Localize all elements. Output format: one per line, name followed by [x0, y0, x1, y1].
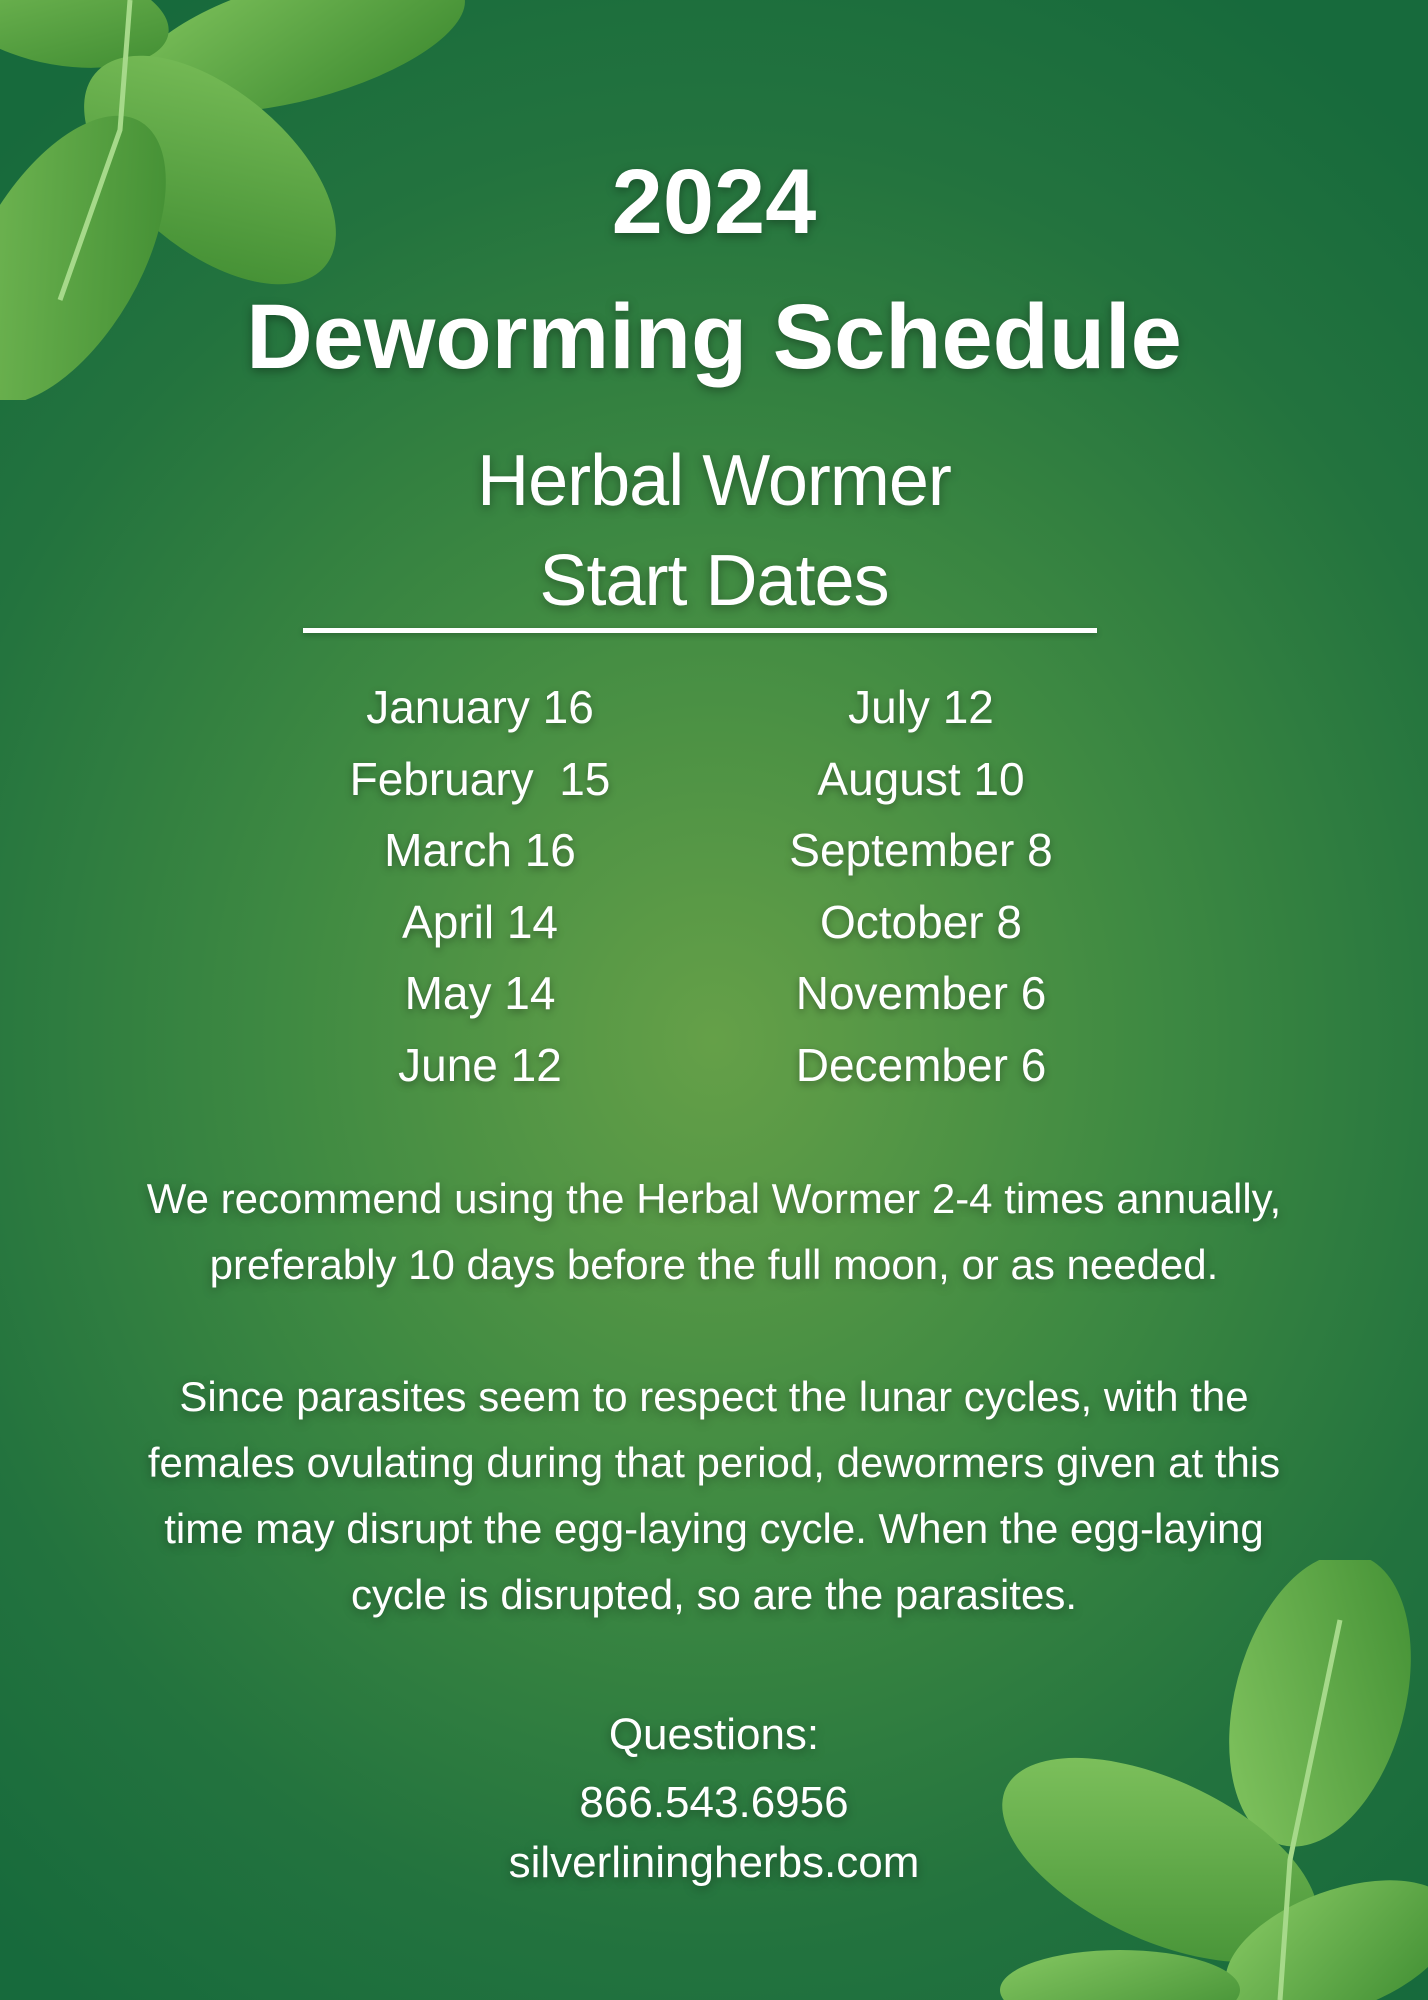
date-item: November 6 [795, 967, 1047, 1019]
paragraph-line: time may disrupt the egg-laying cycle. When the egg-laying [164, 1505, 1264, 1552]
date-item: August 10 [817, 752, 1025, 805]
paragraph-line: Since parasites seem to respect the lunar cycles, with the [179, 1373, 1249, 1420]
page-title: Deworming Schedule [246, 286, 1182, 388]
subtitle-line-2: Start Dates [539, 541, 889, 621]
questions-label: Questions: [608, 1710, 820, 1759]
date-item: December 6 [795, 1038, 1047, 1091]
date-item: February 15 [349, 752, 611, 805]
date-item: January 16 [366, 681, 594, 733]
recommendation-paragraph [0, 1166, 1428, 1298]
lunar-cycle-paragraph [0, 1364, 1428, 1628]
paragraph-line: females ovulating during that period, dewormers given at this [147, 1439, 1281, 1486]
paragraph-line: cycle is disrupted, so are the parasites. [350, 1571, 1078, 1618]
subtitle-line-1: Herbal Wormer [477, 441, 951, 521]
dates-column-right [691, 672, 1151, 1101]
date-item: May 14 [404, 967, 556, 1019]
dates-column-left [250, 672, 710, 1101]
date-item: October 8 [820, 895, 1022, 948]
divider [303, 628, 1097, 633]
paragraph-line: preferably 10 days before the full moon, or as needed. [209, 1241, 1219, 1288]
year-heading: 2024 [611, 151, 817, 253]
website-link[interactable]: silverliningherbs.com [508, 1838, 920, 1887]
phone-number[interactable]: 866.543.6956 [579, 1778, 849, 1827]
date-item: March 16 [384, 824, 576, 876]
date-item: July 12 [848, 681, 994, 733]
paragraph-line: We recommend using the Herbal Wormer 2-4 times annually, [146, 1175, 1282, 1222]
date-item: September 8 [789, 824, 1053, 876]
date-item: June 12 [398, 1038, 562, 1091]
date-item: April 14 [402, 895, 558, 948]
